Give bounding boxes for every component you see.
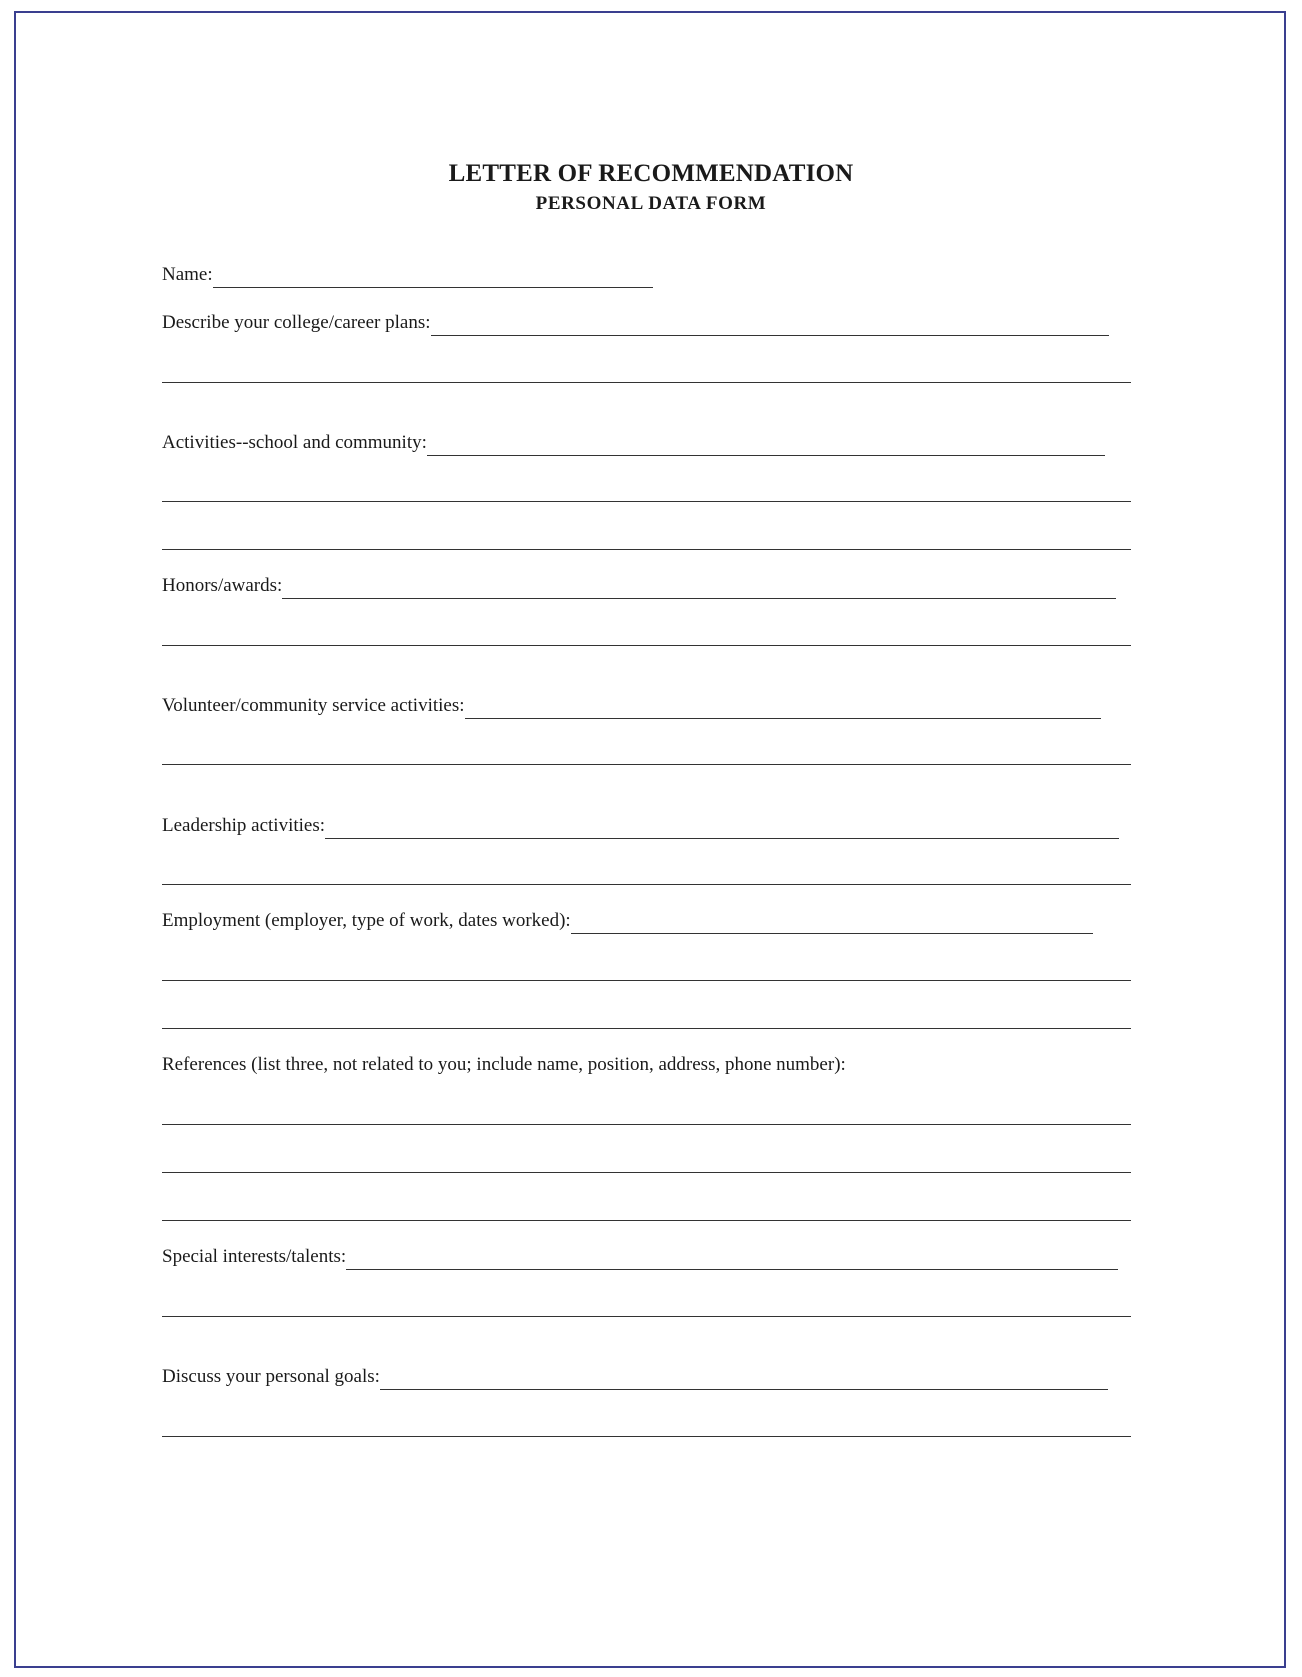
leadership-field[interactable] [162, 815, 1119, 837]
employment-field[interactable] [162, 910, 1093, 932]
personal-goals-extra-line[interactable] [162, 1436, 1131, 1437]
activities-field[interactable] [162, 432, 1105, 454]
personal-goals-input-line[interactable] [380, 1371, 1108, 1390]
employment-extra-line-2[interactable] [162, 1028, 1131, 1029]
honors-label: Honors/awards: [162, 575, 283, 596]
activities-extra-line-1[interactable] [162, 501, 1131, 502]
college-plans-field[interactable] [162, 312, 1109, 334]
special-interests-label: Special interests/talents: [162, 1246, 347, 1267]
honors-field[interactable] [162, 575, 1116, 597]
activities-input-line[interactable] [427, 437, 1105, 456]
personal-goals-label: Discuss your personal goals: [162, 1366, 380, 1387]
employment-extra-line-1[interactable] [162, 980, 1131, 981]
college-plans-extra-line[interactable] [162, 382, 1131, 383]
form-title: LETTER OF RECOMMENDATION [448, 160, 854, 187]
references-field [162, 1054, 846, 1076]
special-interests-field[interactable] [162, 1246, 1118, 1268]
honors-extra-line[interactable] [162, 645, 1131, 646]
references-label: References (list three, not related to you; include name, position, address, phone number): [162, 1054, 846, 1075]
volunteer-field[interactable] [162, 695, 1101, 717]
honors-input-line[interactable] [282, 580, 1116, 599]
references-line-3[interactable] [162, 1220, 1131, 1221]
name-field[interactable] [162, 264, 653, 286]
leadership-input-line[interactable] [325, 820, 1119, 839]
volunteer-label: Volunteer/community service activities: [162, 695, 465, 716]
employment-label: Employment (employer, type of work, dates worked): [162, 910, 571, 931]
special-interests-extra-line[interactable] [162, 1316, 1131, 1317]
form-subtitle: PERSONAL DATA FORM [535, 193, 767, 214]
name-input-line[interactable] [213, 269, 653, 288]
page-border [14, 11, 1286, 1668]
college-plans-input-line[interactable] [431, 317, 1109, 336]
volunteer-input-line[interactable] [465, 700, 1101, 719]
volunteer-extra-line[interactable] [162, 764, 1131, 765]
references-line-2[interactable] [162, 1172, 1131, 1173]
name-label: Name: [162, 264, 213, 285]
leadership-label: Leadership activities: [162, 815, 326, 836]
personal-goals-field[interactable] [162, 1366, 1108, 1388]
employment-input-line[interactable] [571, 915, 1093, 934]
activities-label: Activities--school and community: [162, 432, 427, 453]
college-plans-label: Describe your college/career plans: [162, 312, 431, 333]
leadership-extra-line[interactable] [162, 884, 1131, 885]
activities-extra-line-2[interactable] [162, 549, 1131, 550]
special-interests-input-line[interactable] [346, 1251, 1118, 1270]
references-line-1[interactable] [162, 1124, 1131, 1125]
